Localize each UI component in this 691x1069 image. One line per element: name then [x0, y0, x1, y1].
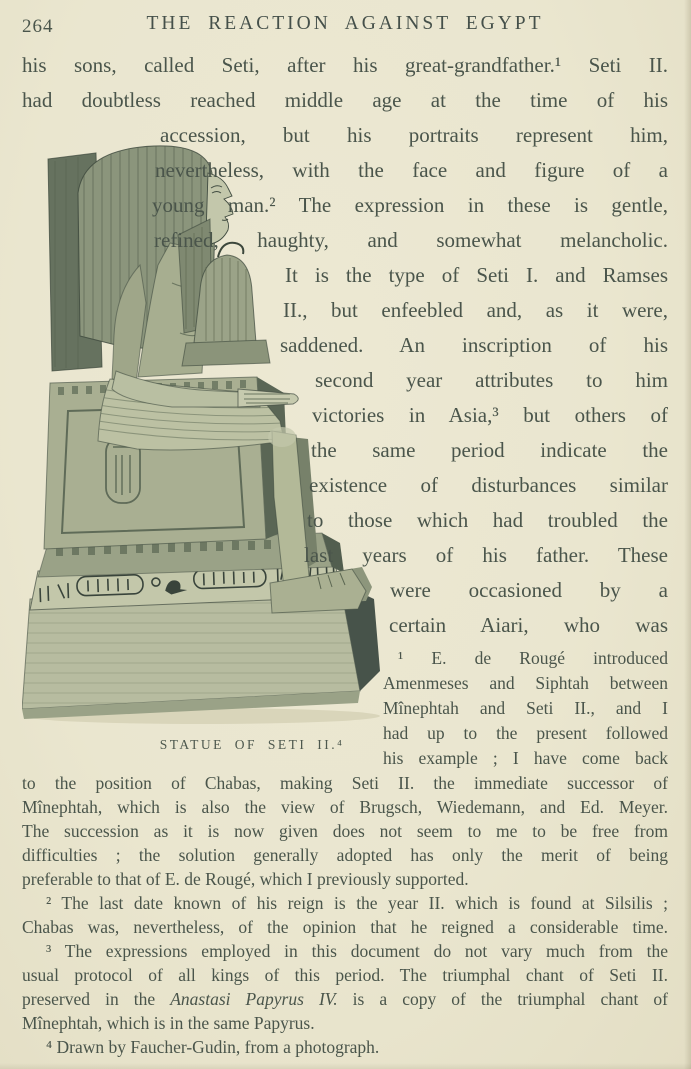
footnote-line: ³ The expressions employed in this document do not vary much from the: [46, 941, 668, 961]
body-line: refined, haughty, and somewhat melancholic.: [154, 228, 668, 252]
footnote-line: to the position of Chabas, making Seti II. the immediate successor of: [22, 773, 668, 793]
body-line: last years of his father. These: [304, 543, 668, 567]
body-line: to those which had troubled the: [307, 508, 668, 532]
figure-caption: STATUE OF SETI II.⁴: [159, 737, 345, 752]
body-line: nevertheless, with the face and figure of a: [155, 158, 668, 182]
page-header: [22, 13, 668, 41]
footnote-line: Mînephtah, which is in the same Papyrus.: [22, 1013, 315, 1033]
body-line: second year attributes to him: [315, 368, 668, 392]
body-line: his sons, called Seti, after his great-grandfather.¹ Seti II.: [22, 53, 668, 77]
footnote-line: difficulties ; the solution generally adopted has only the merit of being: [22, 845, 668, 865]
footnote-text: is a copy of the triumphal chant of: [337, 989, 669, 1009]
footnote-line: Chabas was, nevertheless, of the opinion that he reigned a considerable time.: [22, 917, 668, 937]
footnote-text: preserved in the: [22, 989, 171, 1009]
footnote-line: his example ; I have come back: [383, 748, 668, 768]
body-line: It is the type of Seti I. and Ramses: [285, 263, 668, 287]
footnote-line: ² The last date known of his reign is the year II. which is found at Silsilis ;: [46, 893, 668, 913]
body-text: [22, 48, 668, 643]
body-line: had doubtless reached middle age at the time of his: [22, 88, 668, 112]
body-line: certain Aiari, who was: [389, 613, 668, 637]
body-line: victories in Asia,³ but others of: [312, 403, 668, 427]
body-line: young man.² The expression in these is gentle,: [152, 193, 668, 217]
page-number: 264: [22, 16, 54, 37]
body-line: saddened. An inscription of his: [280, 333, 668, 357]
footnotes: [22, 771, 668, 1059]
footnote-1-column: [383, 646, 668, 771]
body-line: II., but enfeebled and, as it were,: [283, 298, 668, 322]
footnote-line: Mînephtah and Seti II., and I: [383, 698, 668, 718]
body-line: were occasioned by a: [390, 578, 668, 602]
body-line: existence of disturbances similar: [309, 473, 668, 497]
body-line: accession, but his portraits represent him,: [160, 123, 668, 147]
footnote-line-italic-title: [22, 987, 668, 1011]
footnote-line: had up to the present followed: [383, 723, 668, 743]
footnote-line: preferable to that of E. de Rougé, which I previously supported.: [22, 869, 469, 889]
footnote-line: Mînephtah, which is also the view of Brugsch, Wiedemann, and Ed. Meyer.: [22, 797, 668, 817]
running-title: THE REACTION AGAINST EGYPT: [146, 13, 544, 34]
italic-title: Anastasi Papyrus IV.: [170, 989, 338, 1009]
footnote-line: The succession as it is now given does not seem to me to be free from: [22, 821, 668, 841]
footnote-line: usual protocol of all kings of this period. The triumphal chant of Seti II.: [22, 965, 668, 985]
footnote-line: ⁴ Drawn by Faucher-Gudin, from a photograph.: [46, 1037, 380, 1057]
footnote-line: Amenmeses and Siphtah between: [383, 673, 668, 693]
body-line: the same period indicate the: [311, 438, 668, 462]
footnote-line: ¹ E. de Rougé introduced: [398, 648, 668, 668]
